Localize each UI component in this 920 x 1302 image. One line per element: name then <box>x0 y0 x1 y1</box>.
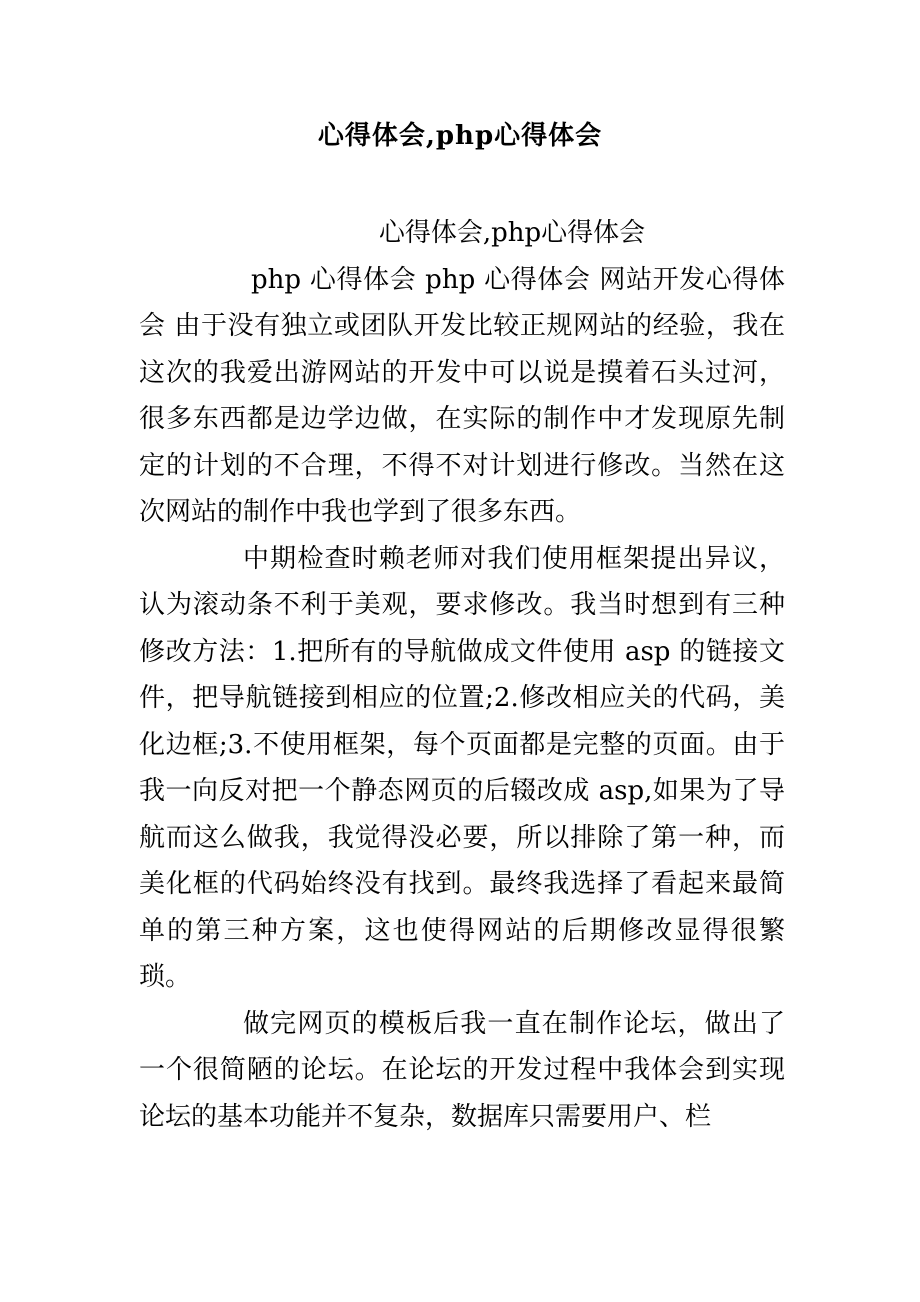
document-subtitle: 心得体会,php心得体会 <box>378 218 646 248</box>
document-body <box>139 210 785 1140</box>
body-paragraph-1: php 心得体会 php 心得体会 网站开发心得体会 由于没有独立或团队开发比较正规网站的经验，我在这次的我爱出游网站的开发中可以说是摸着石头过河，很多东西都是边学边做，在实际的制作中才发现原先制定的计划的不合理，不得不对计划进行修改。当然在这次网站的制作中我也学到了很多东西。 <box>139 264 785 527</box>
body-paragraph-3: 做完网页的模板后我一直在制作论坛，做出了一个很简陋的论坛。在论坛的开发过程中我体会到实现论坛的基本功能并不复杂，数据库只需要用户、栏 <box>139 1008 785 1132</box>
document-title: 心得体会,php心得体会 <box>317 121 603 151</box>
body-paragraph-2: 中期检查时赖老师对我们使用框架提出异议，认为滚动条不利于美观，要求修改。我当时想到有三种修改方法：1.把所有的导航做成文件使用 asp 的链接文件，把导航链接到相应的位置;2.修改相应关的代码，美化边框;3.不使用框架，每个页面都是完整的页面。由于我一向反对把一个静态网页的后辍改成 asp,如果为了导航而这么做我，我觉得没必要，所以排除了第一种，而美化框的代码始终没有找到。最终我选择了看起来最简单的第三种方案，这也使得网站的后期修改显得很繁琐。 <box>139 543 785 992</box>
